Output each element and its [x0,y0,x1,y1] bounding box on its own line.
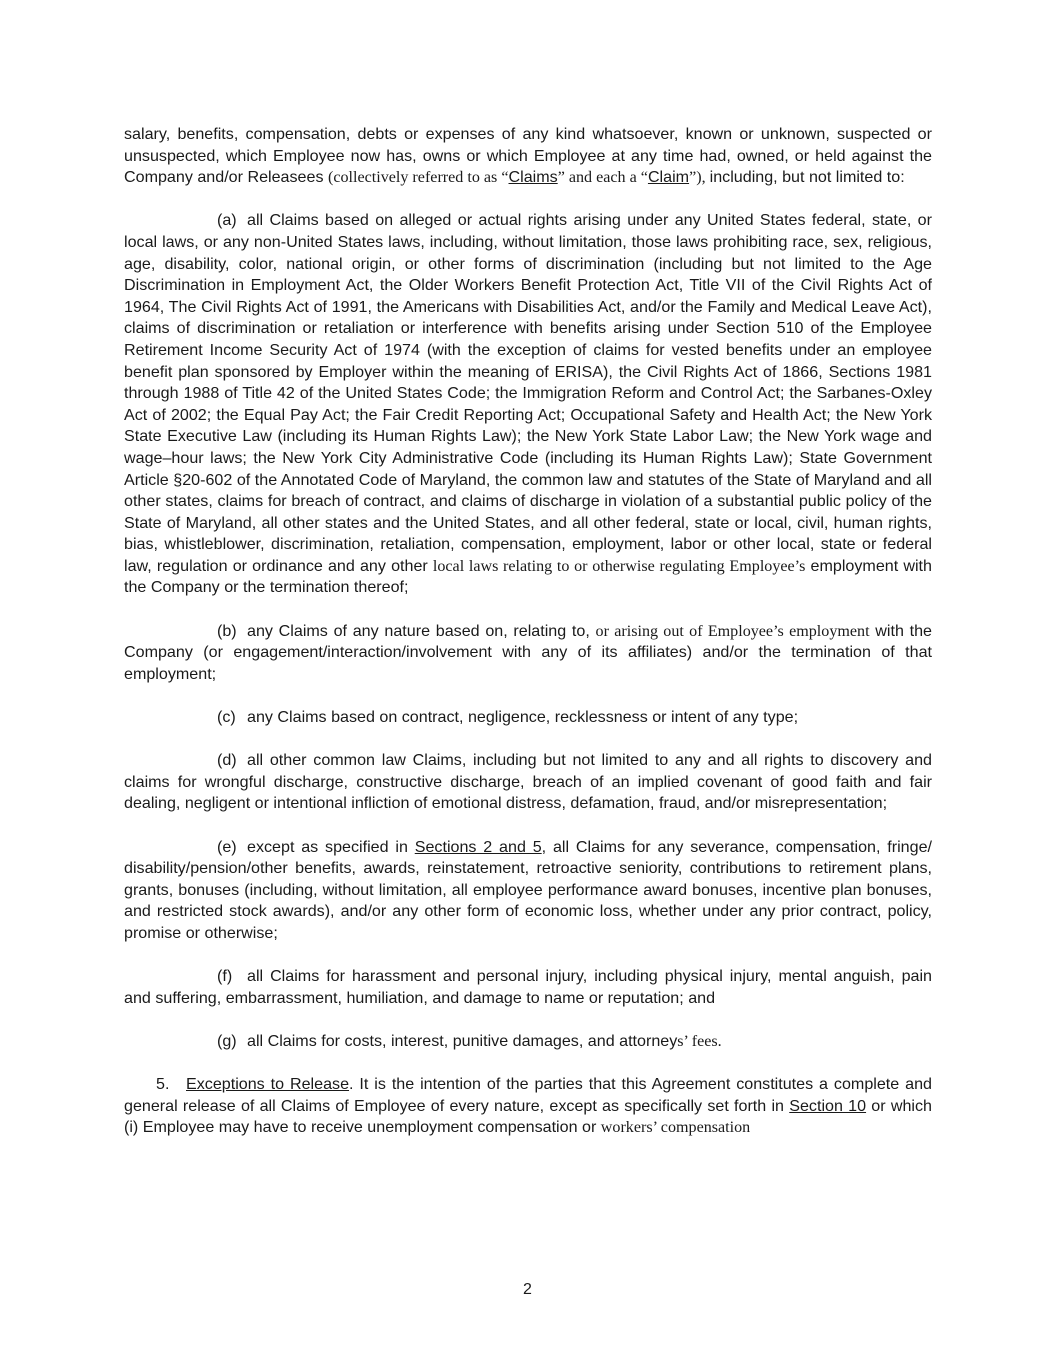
clause-g-label: (g) [217,1031,237,1050]
clause-e-label: (e) [217,837,237,856]
clause-a [124,210,932,599]
section-5-number: 5. [156,1075,170,1094]
clause-b-serif-text: or arising out of Employee’s employment [595,622,870,640]
section-10-reference: Section 10 [789,1096,867,1115]
clause-b [124,621,932,686]
intro-serif-text: (collectively referred to as “ [327,169,509,187]
clause-b-label: (b) [217,621,237,640]
document-body [124,124,932,1161]
clause-f-text: all Claims for harassment and personal injury, including physical injury, mental anguish, pain and suffering, embarrassment, humiliation, and damage to name or reputation; and [124,967,932,1007]
clause-d [124,750,932,815]
intro-serif-text-3: ”), [689,169,710,187]
clause-c-label: (c) [217,708,236,727]
clause-f [124,966,932,1009]
clause-b-text: any Claims of any nature based on, relating to, [247,621,596,640]
clause-g-serif-text: s’ fees. [677,1032,722,1050]
clause-e-text-end: , all Claims for any severance, compensation, fringe/ disability/pension/other benefits, awards, reinstatement, retroactive seniority, contributions to retirement plans, grants, bonuses (including, without limitation, all employee performance award bonuses, incentive plan bonuses, and restricted stock awards), and/or any other form of economic loss, whether under any prior contract, policy, promise or otherwise; [124,837,932,942]
page-number: 2 [523,1281,532,1298]
clause-e-text: except as specified in [247,837,415,856]
clause-f-label: (f) [217,967,233,986]
intro-paragraph [124,124,932,189]
clause-g-text: all Claims for costs, interest, punitive damages, and attorney [247,1031,678,1050]
section-5-serif-text: workers’ compensation [600,1119,751,1137]
clause-d-label: (d) [217,751,237,770]
section-5 [124,1074,932,1139]
clause-d-text: all other common law Claims, including but not limited to any and all rights to discovery and claims for wrongful discharge, constructive discharge, breach of an implied covenant of good faith and fair dealing, negligent or intentional infliction of emotional distress, defamation, fraud, and/or misrepresentation; [124,751,932,813]
clause-c [124,707,932,729]
section-5-text-2: or which (i) Employee may have to receive unemployment compensation or [124,1096,932,1137]
intro-text-end: including, but not limited to: [709,168,905,187]
clause-e [124,837,932,945]
clause-a-label: (a) [217,211,237,230]
clause-c-text: any Claims based on contract, negligence, recklessness or intent of any type; [247,708,799,727]
clause-a-text-end: employment with the Company or the termination thereof; [124,556,932,597]
section-5-text: . It is the intention of the parties that this Agreement constitutes a complete and general release of all Claims of Employee of every nature, except as specifically set forth in [124,1075,932,1115]
section-5-heading: Exceptions to Release [186,1075,350,1094]
claims-defined-term: Claims [508,168,558,187]
intro-serif-text-2: ” and each a “ [557,169,648,187]
intro-text: salary, benefits, compensation, debts or expenses of any kind whatsoever, known or unknown, suspected or unsuspected, which Employee now has, owns or which Employee at any time had, owned, or held against the Company and/or Releasees [124,125,932,187]
clause-a-serif-text: local laws relating to or otherwise regulating Employee’s [432,557,806,575]
sections-2-and-5-reference: Sections 2 and 5 [414,837,542,856]
clause-g [124,1031,932,1053]
clause-a-text: all Claims based on alleged or actual rights arising under any United States federal, state, or local laws, or any non-United States laws, including, without limitation, those laws prohibiting race, sex, religious, age, disability, color, national origin, or other forms of discrimination (including but not limited to the Age Discrimination in Employment Act, the Older Workers Benefit Protection Act, Title VII of the Civil Rights Act of 1964, The Civil Rights Act of 1991, the Americans with Disabilities Act, and/or the Family and Medical Leave Act), claims of discrimination or retaliation or interference with benefits arising under Section 510 of the Employee Retirement Income Security Act of 1974 (with the exception of claims for vested benefits under an employee benefit plan sponsored by Employer within the meaning of ERISA), the Civil Rights Act of 1866, Sections 1981 through 1988 of Title 42 of the United States Code; the Immigration Reform and Control Act; the Sarbanes-Oxley Act of 2002; the Equal Pay Act; the Fair Credit Reporting Act; Occupational Safety and Health Act; the New York State Executive Law (including its Human Rights Law); the New York State Labor Law; the New York wage and wage–hour laws; the New York City Administrative Code (including its Human Rights Law); State Government Article §20-602 of the Annotated Code of Maryland, the common law and statutes of the State of Maryland and all other states, claims for breach of contract, and claims of discharge in violation of a substantial public policy of the State of Maryland, all other states and the United States, and all other federal, state or local, civil, human rights, bias, whistleblower, discrimination, retaliation, compensation, employment, labor or other local, state or federal law, regulation or ordinance and any other [124,211,932,575]
claim-defined-term: Claim [647,168,690,187]
clause-b-text-end: with the Company (or engagement/interaction/involvement with any of its affiliates) and/or the termination of that employment; [124,621,932,683]
